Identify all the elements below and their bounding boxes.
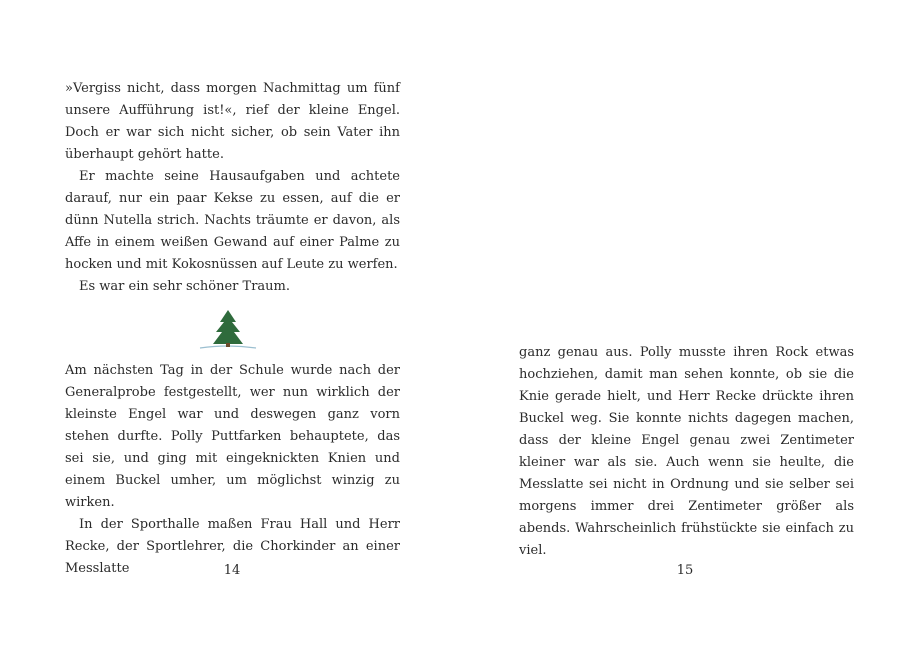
page-number: 14 bbox=[223, 563, 241, 578]
fir-tree-icon bbox=[198, 308, 258, 354]
left-text-bottom bbox=[65, 360, 400, 580]
paragraph: »Vergiss nicht, dass morgen Nachmittag um fünf unsere Aufführung ist!«, rief der kleine Engel. Doch er war sich nicht sicher, ob sein Vater ihn überhaupt gehört hatte. bbox=[65, 81, 400, 162]
paragraph: Es war ein sehr schöner Traum. bbox=[79, 279, 290, 294]
page-number: 15 bbox=[676, 563, 694, 578]
left-text-top bbox=[65, 78, 400, 298]
paragraph: ganz genau aus. Polly musste ihren Rock etwas hochziehen, damit man sehen konnte, ob sie die Knie gerade hielt, und Herr Recke drückte ihren Buckel weg. Sie konnte nichts dagegen machen, dass der kleine Engel genau zwei Zentimeter kleiner war als sie. Auch wenn sie heulte, die Messlatte sei nicht in Ordnung und sie selber sei morgens immer drei Zentimeter größer als abends. Wahrscheinlich frühstückte sie einfach zu viel. bbox=[519, 345, 854, 558]
paragraph: Am nächsten Tag in der Schule wurde nach der Generalprobe festgestellt, wer nun wirklich der kleinste Engel war und deswegen ganz vorn stehen durfte. Polly Puttfarken behauptete, das sei sie, und ging mit eingeknickten Knien und einem Buckel umher, um möglichst winzig zu wirken. bbox=[65, 363, 400, 510]
right-page bbox=[459, 0, 918, 648]
paragraph: Er machte seine Hausaufgaben und achtete darauf, nur ein paar Kekse zu essen, auf die er dünn Nutella strich. Nachts träumte er davon, als Affe in einem weißen Gewand auf einer Palme zu hocken und mit Kokosnüssen auf Leute zu werfen. bbox=[65, 169, 400, 272]
right-text bbox=[519, 342, 854, 562]
paragraph: In der Sporthalle maßen Frau Hall und Herr Recke, der Sportlehrer, die Chorkinder an einer Messlatte bbox=[65, 517, 400, 576]
